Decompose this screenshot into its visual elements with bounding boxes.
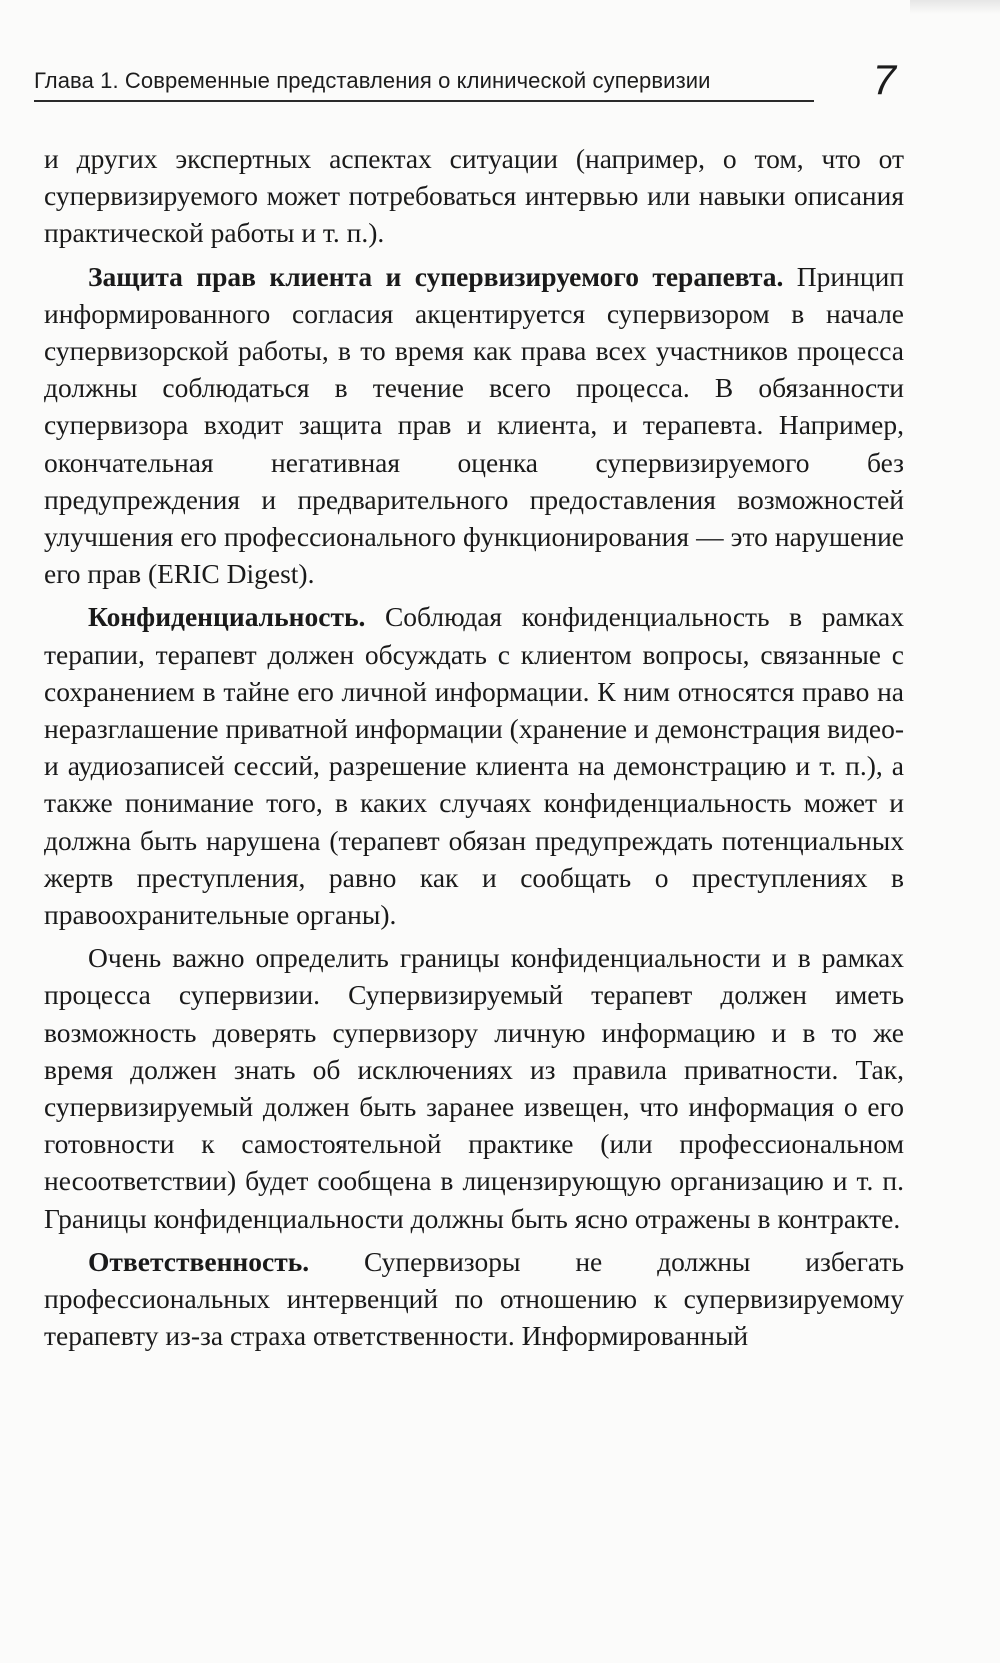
- term-rights-protection: Защита прав клиента и супервизируемого терапевта.: [88, 260, 784, 292]
- paragraph-4: Очень важно определить границы конфиденциальности и в рамках процесса супервизии. Супервизируемый терапевт должен иметь возможность доверять супервизору личную информацию и в то же время должен знать об исключениях из правила приватности. Так, супервизируемый должен быть заранее извещен, что информация о его готовности к самостоятельной практике (или профессиональном несоответствии) будет сообщена в лицензирующую организацию и т. п. Границы конфиденциальности должны быть ясно отражены в контракте.: [44, 942, 904, 1234]
- paragraph-5: [44, 1243, 904, 1355]
- page-edge-shadow: [910, 0, 1000, 14]
- running-head: Глава 1. Современные представления о клинической супервизии: [34, 68, 711, 93]
- paragraph-1: и других экспертных аспектах ситуации (например, о том, что от супервизируемого может потребоваться интервью или навыки описания практической работы и т. п.).: [44, 143, 904, 249]
- paragraph-3-text: Соблюдая конфиденциальность в рамках терапии, терапевт должен обсуждать с клиентом вопросы, связанные с сохранением в тайне его личной информации. К ним относятся право на неразглашение приватной информации (хранение и демонстрация видео- и аудиозаписей сессий, разрешение клиента на демонстрацию и т. п.), а также понимание того, в каких случаях конфиденциальность может и должна быть нарушена (терапевт обязан предупреждать потенциальных жертв преступления, равно как и сообщать о преступлениях в правоохранительные органы).: [44, 601, 904, 931]
- paragraph-5-text: Супервизоры не должны избегать профессиональных интервенций по отношению к супервизируемому терапевту из-за страха ответственности. Информированный: [44, 1245, 904, 1352]
- page-number: 7: [872, 56, 896, 103]
- term-confidentiality: Конфиденциальность.: [88, 601, 366, 633]
- paragraph-2-text: Принцип информированного согласия акцентируется супервизором в начале супервизорской работы, в то время как права всех участников процесса должны соблюдаться в течение всего процесса. В обязанности супервизора входит защита прав и клиента, и терапевта. Например, окончательная негативная оценка супервизируемого без предупреждения и предварительного предоставления возможностей улучшения его профессионального функционирования — это нарушение его прав (ERIC Digest).: [44, 260, 904, 590]
- body-text: [44, 140, 904, 1361]
- term-responsibility: Ответственность.: [88, 1245, 310, 1277]
- paragraph-3: [44, 598, 904, 933]
- page-header: [34, 58, 896, 108]
- paragraph-2: [44, 258, 904, 593]
- header-rule: [34, 100, 814, 102]
